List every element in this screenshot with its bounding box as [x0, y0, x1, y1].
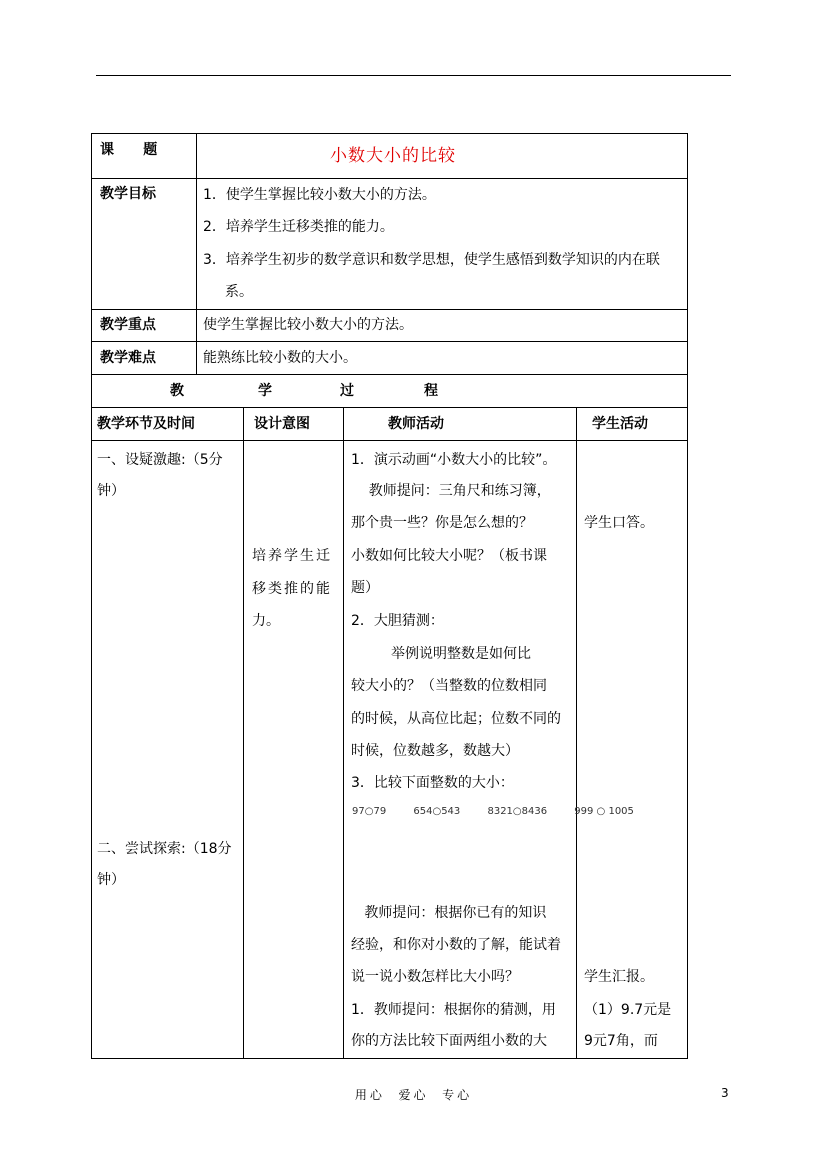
- goals-label: 教学目标: [100, 186, 156, 202]
- page-number: 3: [721, 1086, 729, 1100]
- goal-item: 3．培养学生初步的数学意识和数学思想，使学生感悟到数学知识的内在联: [203, 252, 660, 268]
- key-point-label: 教学重点: [100, 317, 156, 333]
- comparison-item: 654○543: [413, 806, 461, 817]
- comparison-item: 8321○8436: [487, 806, 548, 817]
- integer-comparison-row: [352, 806, 658, 817]
- goal-item: 1．使学生掌握比较小数大小的方法。: [203, 187, 436, 203]
- header-rule: [96, 75, 731, 76]
- difficulty-label: 教学难点: [100, 350, 156, 366]
- lesson-title: 小数大小的比较: [330, 146, 456, 166]
- topic-label: 课 题: [100, 142, 158, 158]
- comparison-item: 97○79: [352, 806, 387, 817]
- goal-item: 2．培养学生迁移类推的能力。: [203, 219, 394, 235]
- column-header-student: 学生活动: [592, 416, 648, 432]
- key-point-text: 使学生掌握比较小数大小的方法。: [203, 317, 413, 333]
- goal-item: 系。: [225, 284, 253, 300]
- comparison-item: 999 ○ 1005: [574, 806, 634, 817]
- column-header-stage: 教学环节及时间: [97, 416, 195, 432]
- footer-motto: 用心 爱心 专心: [354, 1088, 473, 1102]
- difficulty-text: 能熟练比较小数的大小。: [203, 350, 357, 366]
- column-header-intent: 设计意图: [254, 416, 310, 432]
- column-header-teacher: 教师活动: [388, 416, 444, 432]
